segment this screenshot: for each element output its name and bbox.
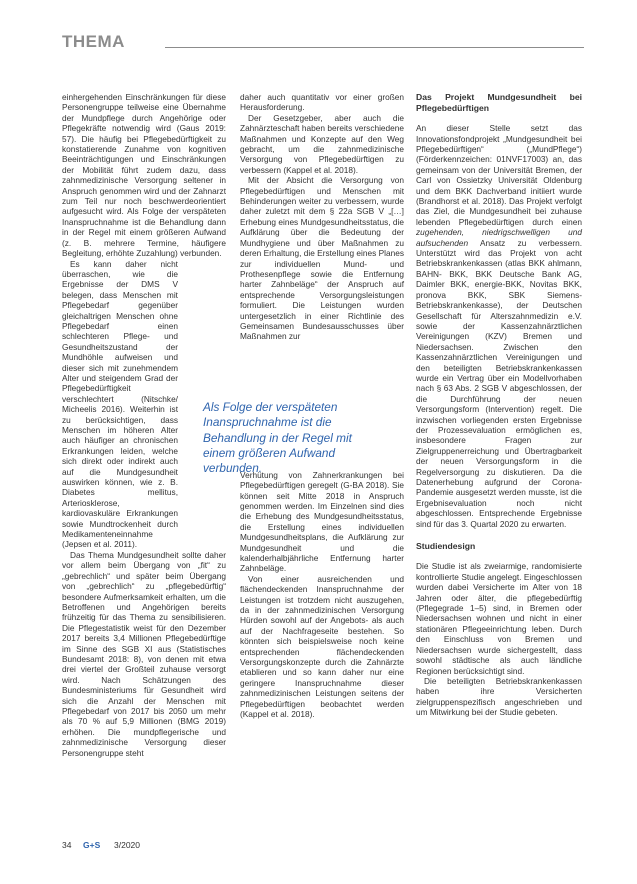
paragraph <box>416 123 582 529</box>
paragraph: Mit der Absicht die Versorgung von Pflegebedürftigen und Menschen mit Behinderungen weiter zu verbessern, wurde daher zuletzt mit dem § 22a SGB V „[…] Erhebung eines Mundgesundheitsstatus, die Aufklärung über die Bedeutung der Mundhygiene und über Maßnahmen zu deren Erhaltung, die Erstellung eines Planes zur individuellen Mund- und Prothesenpflege sowie die Entfernung harter Zahnbeläge“ der Anspruch auf entsprechende Versorgungsleistungen formuliert. Die Leistungen wurden untergesetzlich in einer Richtlinie des Gemeinsamen Bundesausschusses über Maßnahmen zur <box>240 175 404 342</box>
paragraph: Verhütung von Zahnerkrankungen bei Pflegebedürftigen geregelt (G-BA 2018). Sie können seit Mitte 2018 in Anspruch genommen werden. Im Einzelnen sind dies die Erhebung des Mundgesundheitsstatus, die Erstellung eines individuellen Mundgesundheitsplans, die Aufklärung zur Mundgesundheit und die kalenderhalbjährliche Entfernung harter Zahnbeläge. <box>240 469 404 574</box>
section-title: THEMA <box>62 32 125 51</box>
paragraph: daher auch quantitativ vor einer großen Herausforderung. <box>240 92 404 113</box>
column-3 <box>416 92 582 718</box>
emphasis-text: zugehenden, niedrigschwelligen und aufsuchenden <box>416 227 582 248</box>
paragraph: Es kann daher nicht überraschen, wie die Ergebnisse der DMS V belegen, dass Menschen mit Pflegebedarf gegenüber gleichaltrigen Menschen ohne Pflegebedarf einen schlechteren Pflege- und Gesundheitszustand der Mundhöhle aufweisen und dieser sich mit zunehmendem Alter und steigendem Grad der Pflegebedürftigkeit verschlechtert (Nitschke/ Micheelis 2016). Weiterhin ist zu berücksichtigen, dass Menschen im höheren Alter auch häufiger an chronischen Erkrankungen leiden, welche sich direkt oder indirekt auch auf die Mundgesundheit auswirken können, wie z. B. Diabetes mellitus, Arteriosklerose, kardiovaskuläre Erkrankungen sowie Mundtrockenheit durch Medikamenteneinnahme (Jepsen et al. 2011). <box>62 258 178 550</box>
page-number: 34 <box>62 840 72 850</box>
column-1-para-2 <box>62 259 226 550</box>
paragraph: Von einer ausreichenden und flächendeckenden Inanspruchnahme der Leistungen ist trotzdem nicht auszugehen, da in der zahnmedizinischen Versorgung Hürden sowohl auf der Angebots- als auch auf der Nachfrageseite bestehen. So könnten sich beispielsweise noch keine entsprechenden flächendeckenden Versorgungskonzepte durch die Zahnärzte etablieren und so kann daher nur eine geringere Inanspruchnahme dieser zahnmedizinischen Leistungen seitens der Pflegebedürftigen beobachtet werden (Kappel et al. 2018). <box>240 573 404 720</box>
header-rule <box>165 47 584 48</box>
paragraph: Die Studie ist als zweiarmige, randomisierte kontrollierte Studie angelegt. Eingeschlossen wurden dabei Versicherte im Alter von 18 Jahren oder älter, die pflegebedürftig (Pflegegrade 1–5) sind, in Bremen oder Niedersachsen wohnen und nicht in einer stationären Pflegeeinrichtung leben. Durch den Einschluss von Bremen und Niedersachsen wurde sichergestellt, dass sowohl städtische als auch ländliche Regionen berücksichtigt sind. <box>416 561 582 676</box>
paragraph: Der Gesetzgeber, aber auch die Zahnärzteschaft haben bereits verschiedene Maßnahmen und Konzepte auf den Weg gebracht, um die zahnmedizinische Versorgung von Pflegebedürftigen zu verbessern (Kappel et al. 2018). <box>240 112 404 175</box>
section-heading: Das Projekt Mundgesundheit bei Pflegebedürftigen <box>416 92 582 113</box>
text-run: An dieser Stelle setzt das Innovationsfondprojekt „Mundgesundheit bei Pflegebedürftigen“ („MundPflege“) (Förderkennzeichen: 01NVF17003) an, das gemeinsam von der Universität Bremen, der Carl von Ossietzky Universität Oldenburg und dem BKK Dachverband initiiert wurde (Brandhorst et al. 2018). Das Projekt verfolgt das Ziel, die Mundgesundheit bei zuhause lebenden Pflegebedürftigen durch einen <box>416 123 582 227</box>
paragraph: Die beteiligten Betriebskrankenkassen haben ihre Versicherten zielgruppenspezifisch angeschrieben und um Mitwirkung bei der Studie gebeten. <box>416 675 582 718</box>
paragraph: Das Thema Mundgesundheit sollte daher vor allem beim Übergang von „fit“ zu „gebrechlich“ und später beim Übergang von „gebrechlich“ zu „pflegebedürftig“ besondere Aufmerksamkeit erhalten, um die Betroffenen und Angehörigen bereits frühzeitig für das Thema zu sensibilisieren. Die Pflegestatistik weist für den Dezember 2017 bereits 3,4 Millionen Pflegebedürftige im Sinne des SGB XI aus (Statistisches Bundesamt 2018: 8), von denen mit etwa drei viertel der Großteil zuhause versorgt wird. Nach Schätzungen des Bundesministeriums für Gesundheit wird sich die Anzahl der Menschen mit Pflegebedarf von 2017 bis 2050 um mehr als 70 % auf 5,9 Millionen (BMG 2019) erhöhen. Die mundpflegerische und zahnmedizinische Versorgung dieser Personengruppe steht <box>62 549 226 758</box>
text-run: Ansatz zu verbessern. Unterstützt wird das Projekt von acht Betriebskrankenkassen (atlas BKK ahlmann, BAHN- BKK, BKK Deutsche Bank AG, Daimler BKK, energie-BKK, Novitas BKK, pronova BKK, SBK Siemens-Betriebskrankenkasse), der Deutschen Gesellschaft für Alterszahnmedizin e.V. sowie der Kassenzahnärztlichen Vereinigungen (KZV) Bremen und Niedersachsen. Zwischen den Kassenzahnärztlichen Vereinigungen und den beteiligten Betriebskrankenkassen wurde ein Vertrag über ein Modellvorhaben nach § 63 Abs. 2 SGB V abgeschlossen, der die Durchführung der neuen Versorgungsform (Intervention) regelt. Die inzwischen vorliegenden ersten Ergebnisse der Prozessevaluation ermöglichen es, insbesondere Fragen zur Zielgruppenerreichung und Übertragbarkeit der neuen Versorgungsform in die Regelversorgung zu diskutieren. Da die Datenerhebung aufgrund der Corona-Pandemie ausgesetzt werden musste, ist die Ergebnisevaluation noch nicht abgeschlossen. Entsprechende Ergebnisse sind für das 3. Quartal 2020 zu erwarten. <box>416 237 582 529</box>
pull-quote: Als Folge der verspäteten Inanspruchnahme ist die Behandlung in der Regel mit einem größeren Aufwand verbunden. <box>203 400 352 476</box>
column-1 <box>62 92 226 758</box>
journal-brand: G+S <box>83 840 101 850</box>
section-heading: Studiendesign <box>416 541 476 552</box>
paragraph: einhergehenden Einschränkungen für diese Personengruppe teilweise eine Übernahme der Mundpflege durch Angehörige oder Pflegekräfte notwendig wird (Gaus 2019: 57). Die häufig bei Pflegebedürftigkeit zu konstatierende Zunahme von kognitiven Beeinträchtigungen und Einschränkungen der Mobilität führt zudem dazu, dass zahnmedizinische Versorgung seltener in Anspruch genommen wird und der Zahnarzt zum Teil nur noch beschwerdeorientiert aufgesucht wird. Als Folge der verspäteten Inanspruchnahme ist die Behandlung dann in der Regel mit einem größeren Aufwand (z. B. mehrere Termine, häufigere Begleitung, erhöhte Zuzahlung) verbunden. <box>62 92 226 259</box>
page-header <box>62 32 584 54</box>
issue-number: 3/2020 <box>114 840 140 850</box>
